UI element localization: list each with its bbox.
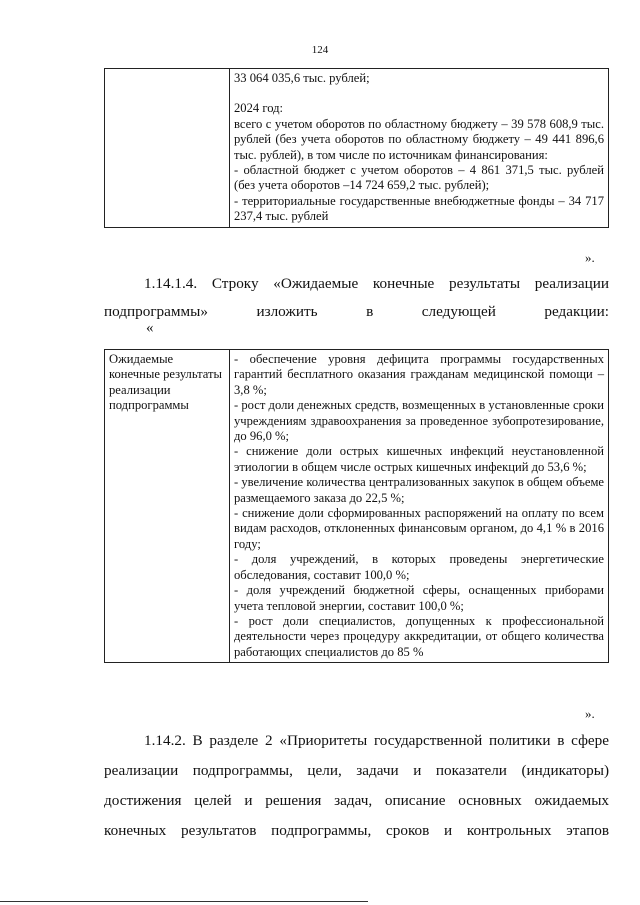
expected-results-label: Ожидаемые конечные результаты реализации подпрограммы <box>105 350 230 663</box>
financing-line-blank <box>234 86 604 101</box>
result-item: - увеличение количества централизованных закупок в общем объеме размещаемого заказа до 22,5 %; <box>234 475 604 505</box>
page-number: 124 <box>311 44 329 56</box>
opening-quote: « <box>146 320 154 336</box>
financing-line: 2024 год: <box>234 101 284 116</box>
result-item: - рост доли денежных средств, возмещенных в установленные сроки учреждениям здравоохранения за проведенное зубопротезирование, до 96,0 %; <box>234 398 604 444</box>
closing-quote-1: ». <box>585 250 595 265</box>
financing-line: - областной бюджет с учетом оборотов – 4 861 371,5 тыс. рублей (без учета оборотов –14 724 659,2 тыс. рублей); <box>234 163 604 193</box>
paragraph-1-14-1-4: 1.14.1.4. Строку «Ожидаемые конечные результаты реализации подпрограммы» изложить в следующей редакции: <box>104 275 609 320</box>
result-item: - обеспечение уровня дефицита программы государственных гарантий бесплатного оказания гражданам медицинской помощи – 3,8 %; <box>234 352 604 397</box>
result-item: - рост доли специалистов, допущенных к профессиональной деятельности через процедуру аккредитации, от общего количества работающих специалистов до 85 % <box>234 613 604 659</box>
result-item: - снижение доли сформированных распоряжений на оплату по всем видам расходов, отклоненных финансовым органом, до 4,1 % в 2016 году; <box>234 506 604 551</box>
footer-rule <box>0 901 368 902</box>
closing-quote-2: ». <box>585 706 595 721</box>
expected-results-table <box>104 349 609 663</box>
result-item: - снижение доли острых кишечных инфекций неустановленной этиологии в общем числе острых кишечных инфекций до 53,6 %; <box>234 444 604 474</box>
financing-table <box>104 68 609 228</box>
result-item: - доля учреждений, в которых проведены энергетические обследования, составит 100,0 %; <box>234 552 604 582</box>
financing-line: - территориальные государственные внебюджетные фонды – 34 717 237,4 тыс. рублей <box>234 193 604 224</box>
financing-line: всего с учетом оборотов по областному бюджету – 39 578 608,9 тыс. рублей (без учета оборотов по областному бюджету – 49 441 896,6 тыс. рублей), в том числе по источникам финансирования: <box>234 116 604 162</box>
paragraph-1-14-2: 1.14.2. В разделе 2 «Приоритеты государственной политики в сфере реализации подпрограммы, цели, задачи и показатели (индикаторы) достижения целей и решения задач, описание основных ожидаемых конечных результатов подпрограммы, сроков и контрольных этапов <box>104 732 609 839</box>
financing-table-right-cell <box>230 69 609 228</box>
financing-line: 33 064 035,6 тыс. рублей; <box>234 71 370 85</box>
financing-table-left-cell <box>105 69 230 228</box>
result-item: - доля учреждений бюджетной сферы, оснащенных приборами учета тепловой энергии, составит 100,0 %; <box>234 583 604 613</box>
expected-results-items <box>230 350 609 663</box>
